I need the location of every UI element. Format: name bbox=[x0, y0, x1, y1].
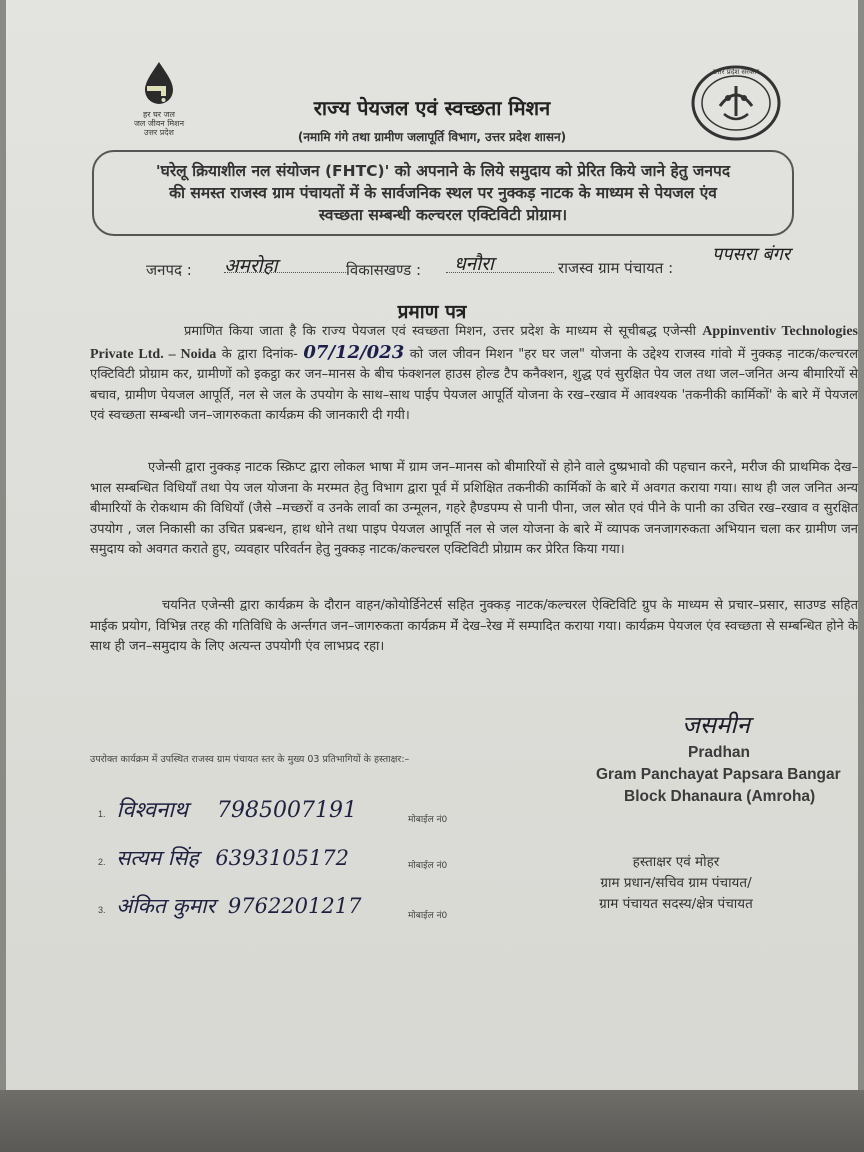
block-value: धनौरा bbox=[454, 253, 494, 275]
district-label: जनपद : bbox=[146, 261, 192, 279]
certificate-title: प्रमाण पत्र bbox=[397, 301, 467, 323]
participant-2-number: 2. bbox=[98, 857, 106, 867]
logo-caption-1: हर घर जल bbox=[143, 110, 175, 119]
block-label: विकासखण्ड : bbox=[346, 261, 422, 279]
participant-row-1 bbox=[98, 794, 357, 824]
participant-3-name: अंकित कुमार bbox=[116, 894, 216, 918]
programme-box bbox=[92, 150, 794, 236]
programme-line-2: की समस्त राजस्व ग्राम पंचायतों में के सार्वजनिक स्थल पर नुक्कड़ नाटक के माध्यम से पेयजल एंव bbox=[169, 184, 717, 202]
participant-2-mobile-label: मोबाईल नं0 bbox=[408, 861, 448, 871]
logo-caption-3: उत्तर प्रदेश bbox=[144, 128, 174, 137]
panchayat-value: पपसरा बंगर bbox=[712, 244, 791, 265]
participant-3-mobile-label: मोबाईल नं0 bbox=[408, 911, 448, 921]
mission-subtitle: (नमामि गंगे तथा ग्रामीण जलापूर्ति विभाग, उत्तर प्रदेश शासन) bbox=[297, 130, 567, 144]
panchayat-label: राजस्व ग्राम पंचायत : bbox=[558, 259, 674, 277]
document-page bbox=[6, 0, 858, 1110]
programme-line-1: 'घरेलू क्रियाशील नल संयोजन (FHTC)' को अपनाने के लिये समुदाय को प्रेरित किये जाने हेतु जनपद bbox=[155, 162, 731, 180]
emblem-text: उत्तर प्रदेश सरकार bbox=[712, 68, 760, 76]
stamp-block: Block Dhanaura (Amroha) bbox=[624, 788, 816, 805]
paragraph-3: चयनित एजेन्सी द्वारा कार्यक्रम के दौरान वाहन/कोयोर्डिनेटर्स सहित नुक्कड़ नाटक/कल्चरल ऐक्टिविटि ग्रुप के माध्यम से प्रचार–प्रसार, साउण्ड सहित माईक प्रयोग, विभिन्न तरह की गतिविधि के अर्न्तगत जन–जागरुकता कार्यक्रम मेंं देख–रेख में सम्पादित कराया गया। कार्यक्रम पेयजल एंव स्वच्छता से सम्बन्धित होने के साथ ही जन–समुदाय के लिए अत्यन्त उपयोगी एंव लाभप्रद रहा। bbox=[90, 598, 858, 654]
mission-title: राज्य पेयजल एवं स्वच्छता मिशन bbox=[313, 96, 551, 120]
participant-3-mobile: 9762201217 bbox=[227, 894, 362, 918]
participant-1-number: 1. bbox=[98, 809, 106, 819]
stamp-gram-panchayat: Gram Panchayat Papsara Bangar bbox=[596, 766, 841, 783]
paragraph-2: एजेन्सी द्वारा नुक्कड़ नाटक स्क्रिप्ट द्वारा लोकल भाषा में ग्राम जन–मानस को बीमारियों से होने वाले दुष्प्रभावो की पहचान करने, मरीज की प्राथमिक देख–भाल सम्बन्धित विधियाँ तथा पेय जल योजना के मरम्मत हेतु विभाग द्वारा पूर्व में प्रशिक्षित तकनीकी कार्मिकों के बारे में अवगत कराया गया। साथ ही जल जनित अन्य बीमारियों के रोकथाम की विधियाँ (जैसे –मच्छरों व उनके लार्वा का उन्मूलन, गहरे हैण्डपम्प से पानी पीना, जल स्रोत एवं पीने के पानी का उचित रख–रखाव व सुरक्षित उपयोग , जल निकासी का उचित प्रबन्धन, हाथ धोने तथा पाइप पेयजल आपूर्ति नल से जल योजना के बारे में व्यापक जनजागरुकता अभियान चला कर ग्रामीण जन समुदाय को अवगत कराते हुए, व्यवहार परिवर्तन हेतु नुक्कड़ नाटक/कल्चरल एक्टिविटी प्रोग्राम कर प्रेरित किया गया। bbox=[90, 460, 858, 557]
paragraph-1 bbox=[90, 322, 858, 427]
participant-row-3 bbox=[98, 892, 361, 920]
paragraph-1-intro: प्रमाणित किया जाता है कि राज्य पेयजल एवं स्वच्छता मिशन, उत्तर प्रदेश के माध्यम से सूचीबद्ध एजेन्सी bbox=[184, 324, 697, 339]
participant-row-2 bbox=[98, 844, 349, 872]
signatory-block bbox=[546, 852, 806, 915]
signatory-roles-line-1: ग्राम प्रधान/सचिव ग्राम पंचायत/ bbox=[600, 875, 752, 891]
signature-and-seal-label: हस्ताक्षर एवं मोहर bbox=[632, 854, 720, 870]
participants-intro: उपरोक्त कार्यक्रम में उपस्थित राजस्व ग्राम पंचायत स्तर के मुख्य 03 प्रतिभागियों के हस्ताक्षर:– bbox=[90, 754, 410, 765]
participant-3-number: 3. bbox=[98, 905, 106, 915]
programme-date: 07/12/023 bbox=[303, 341, 405, 363]
pradhan-signature: जसमीन bbox=[682, 711, 750, 739]
participant-2-mobile: 6393105172 bbox=[215, 846, 349, 870]
stamp-pradhan: Pradhan bbox=[688, 744, 751, 761]
logo-caption-2: जल जीवन मिशन bbox=[133, 119, 185, 128]
table-surface bbox=[0, 1090, 864, 1152]
programme-line-3: स्वच्छता सम्बन्धी कल्चरल एक्टिविटी प्रोग्राम। bbox=[318, 206, 568, 224]
signatory-roles-line-2: ग्राम पंचायत सदस्य/क्षेत्र पंचायत bbox=[599, 896, 753, 912]
participant-2-name: सत्यम सिंह bbox=[116, 846, 199, 870]
district-value: अमरोहा bbox=[224, 255, 278, 277]
paragraph-1-mission: को जल जीवन मिशन "हर घर bbox=[409, 346, 556, 362]
paragraph-1-body: जल" योजना के उद्देश्य राजस्व गांवो में नुक्कड़ नाटक/कल्चरल एक्टिविटी प्रोग्राम कर, ग्रामीणों को इकट्ठा कर जन–मानस के बीच फंक्शनल हाउस होल्ड टैप कनैक्शन, शुद्ध एवं सुरक्षित पेय जल तथा जल–जनित अन्य बीमारियों से बचाव, ग्रामीण पेयजल आपूर्ति, नल से जल के उपयोग के साथ–साथ पाईप पेयजल आपूर्ति योजना के रख–रखाव में आवश्यक 'तकनीकी कार्मिकों' के बारे में पेयजल एवं स्वच्छता सम्बन्धी जन–जागरुकता कार्यक्रम की जानकारी दी गयी। bbox=[90, 346, 859, 423]
participant-1-mobile: 7985007191 bbox=[217, 798, 357, 823]
paragraph-1-by-date: के द्वारा दिनांक- bbox=[221, 346, 298, 362]
participant-1-name: विश्वनाथ bbox=[116, 798, 188, 823]
participant-1-mobile-label: मोबाईल नं0 bbox=[408, 815, 448, 825]
agency-name: Appinventiv Technologies Private Ltd. – Noida bbox=[90, 324, 858, 362]
